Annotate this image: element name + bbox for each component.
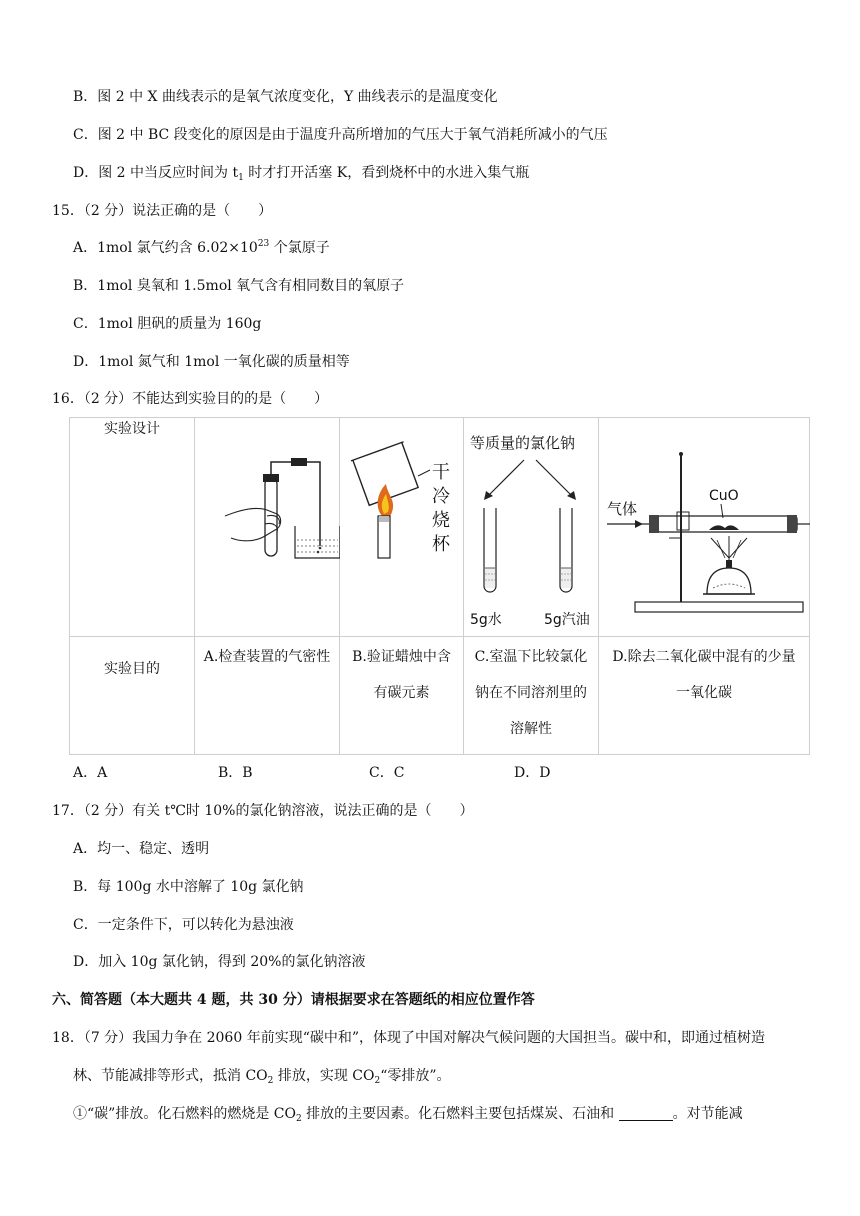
section-heading: 六、简答题（本大题共 4 题，共 30 分）请根据要求在答题纸的相应位置作答	[52, 992, 535, 1008]
fig-c-title: 等质量的氯化钠	[470, 434, 576, 452]
q17-option-c: C．一定条件下，可以转化为悬浊液	[73, 917, 294, 933]
purpose-b: B.验证蜡烛中含 有碳元素	[340, 637, 464, 755]
q15-option-a: A．1mol 氯气约含 $6.02\times 10^{23}$ 个氯原子	[73, 239, 330, 256]
fig-b-char-2: 冷	[432, 486, 450, 507]
answer-blank[interactable]	[619, 1106, 673, 1121]
q14-option-c: C．图 2 中 BC 段变化的原因是由于温度升高所增加的气压大于氧气消耗所减小的气压	[73, 127, 608, 143]
q16-choice-a: A．A	[73, 765, 108, 781]
figure-c-solubility	[464, 418, 599, 637]
purpose-c: C.室温下比较氯化 钠在不同溶剂里的 溶解性	[464, 637, 599, 755]
q16-choice-d: D．D	[514, 765, 551, 781]
q14-option-d: D．图 2 中当反应时间为 $t_1$ 时才打开活塞 K，看到烧杯中的水进入集气瓶	[73, 165, 530, 183]
q17-option-b: B．每 100g 水中溶解了 10g 氯化钠	[73, 879, 304, 895]
figure-d-cuo-tube	[599, 418, 810, 637]
q15-option-c: C．1mol 胆矾的质量为 160g	[73, 316, 262, 332]
purpose-d: D.除去二氧化碳中混有的少量 一氧化碳	[599, 637, 810, 755]
q14-option-b: B．图 2 中 X 曲线表示的是氧气浓度变化，Y 曲线表示的是温度变化	[73, 89, 498, 105]
fig-c-left-label: 5g水	[470, 612, 502, 628]
q15-option-b: B．1mol 臭氧和 1.5mol 氧气含有相同数目的氧原子	[73, 278, 405, 294]
q16-choice-c: C．C	[369, 765, 405, 781]
fig-b-char-4: 杯	[432, 534, 450, 555]
q16-experiment-table	[69, 417, 810, 755]
fig-c-right-label: 5g汽油	[544, 612, 590, 628]
q18-line-3: ①“碳”排放。化石燃料的燃烧是 $CO_2$ 排放的主要因素。化石燃料主要包括煤炭、石油和 。对节能减	[73, 1106, 743, 1124]
q15-option-d: D．1mol 氮气和 1mol 一氧化碳的质量相等	[73, 354, 350, 370]
q18-line-1: 18．（7 分）我国力争在 2060 年前实现“碳中和”，体现了中国对解决气候问题的大国担当。碳中和，即通过植树造	[52, 1030, 766, 1046]
figure-b-candle	[340, 418, 464, 637]
q17-stem: 17．（2 分）有关 t℃时 10%的氯化钠溶液，说法正确的是（ ）	[52, 803, 474, 819]
fig-d-cuo-label: CuO	[709, 488, 739, 504]
q18-line-2: 林、节能减排等形式，抵消 $CO_2$ 排放，实现 $CO_2“$零排放”。	[73, 1068, 451, 1086]
fig-d-gas-label: 气体	[607, 500, 638, 518]
q16-stem: 16．（2 分）不能达到实验目的的是（ ）	[52, 391, 329, 407]
row-label-design: 实验设计	[70, 418, 195, 637]
row-label-purpose: 实验目的	[70, 637, 195, 755]
q16-choice-b: B．B	[218, 765, 253, 781]
q15-stem: 15．（2 分）说法正确的是（ ）	[52, 203, 273, 219]
fig-b-char-3: 烧	[432, 510, 450, 531]
figure-a-airtightness	[195, 418, 340, 637]
q17-option-d: D．加入 10g 氯化钠，得到 20%的氯化钠溶液	[73, 954, 366, 970]
q17-option-a: A．均一、稳定、透明	[73, 841, 210, 857]
fig-b-char-1: 干	[432, 462, 450, 483]
purpose-a: A.检查装置的气密性	[195, 637, 340, 755]
